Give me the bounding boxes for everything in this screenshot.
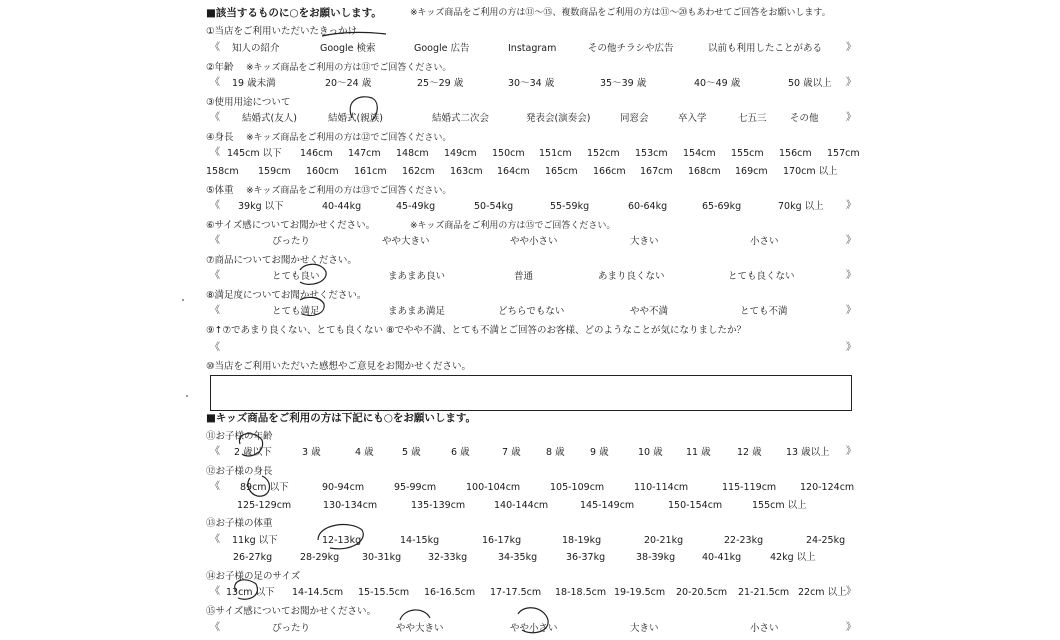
- q2-label: ②年齢: [206, 62, 234, 73]
- q7-row-option[interactable]: あまり良くない: [598, 271, 665, 282]
- q8-row-option[interactable]: やや不満: [630, 306, 669, 317]
- q11-row-option[interactable]: 4 歳: [355, 447, 374, 458]
- q7-row-option[interactable]: とても良くない: [728, 271, 795, 282]
- q3-row-option[interactable]: 同窓会: [620, 113, 649, 124]
- q13-row1-option[interactable]: 16-17kg: [482, 535, 522, 546]
- q6-row-open-bracket: 《: [210, 235, 220, 246]
- q7-label: ⑦商品についてお聞かせください。: [206, 255, 357, 266]
- q12-row1-option[interactable]: 100-104cm: [466, 482, 521, 493]
- q12-row2-option[interactable]: 135-139cm: [411, 500, 466, 511]
- scan-speck: [182, 299, 184, 301]
- q11-row-option[interactable]: 5 歳: [402, 447, 421, 458]
- q13-row2-option[interactable]: 36-37kg: [566, 552, 606, 563]
- q6-note: ※キッズ商品をご利用の方は⑮でご回答ください。: [410, 221, 616, 231]
- q6-label: ⑥サイズ感についてお聞かせください。: [206, 220, 376, 231]
- scan-speck: [186, 395, 188, 397]
- q13-row1-option[interactable]: 18-19kg: [562, 535, 602, 546]
- q1-row-option[interactable]: 知人の紹介: [232, 43, 280, 54]
- q2-row-option[interactable]: 25〜29 歳: [417, 78, 464, 89]
- q2-note: ※キッズ商品をご利用の方は⑪でご回答ください。: [246, 63, 452, 73]
- q12-row1-option[interactable]: 105-109cm: [550, 482, 605, 493]
- q15-row-option[interactable]: やや小さい: [510, 623, 558, 634]
- q12-row2-option[interactable]: 125-129cm: [237, 500, 292, 511]
- q12-row2-option[interactable]: 155cm 以上: [752, 500, 807, 511]
- q5-row-option[interactable]: 70kg 以上: [778, 201, 824, 212]
- q12-row1-option[interactable]: 120-124cm: [800, 482, 855, 493]
- q5-row-option[interactable]: 40-44kg: [322, 201, 362, 212]
- q4-row1-option[interactable]: 156cm: [779, 148, 812, 159]
- q1-row-option[interactable]: その他チラシや広告: [588, 43, 674, 54]
- q5-label: ⑤体重: [206, 185, 234, 196]
- q4-row2-option[interactable]: 169cm: [735, 166, 768, 177]
- q14-row-option[interactable]: 16-16.5cm: [424, 587, 476, 598]
- q5-row-option[interactable]: 45-49kg: [396, 201, 436, 212]
- q13-row1-option[interactable]: 11kg 以下: [232, 535, 278, 546]
- q14-row-close-bracket: 》: [846, 586, 856, 597]
- q4-row1-option[interactable]: 157cm: [827, 148, 860, 159]
- q15-label: ⑮サイズ感についてお聞かせください。: [206, 606, 377, 617]
- q8-label: ⑧満足度についてお聞かせください。: [206, 290, 367, 301]
- q14-row-option[interactable]: 22cm 以上: [798, 587, 847, 598]
- q13-row1-option[interactable]: 22-23kg: [724, 535, 764, 546]
- q7-row-option[interactable]: まあまあ良い: [388, 271, 446, 282]
- q14-row-option[interactable]: 17-17.5cm: [490, 587, 542, 598]
- q3-row-option[interactable]: 卒入学: [678, 113, 707, 124]
- q15-row-option[interactable]: ぴったり: [272, 623, 311, 634]
- q4-row1-option[interactable]: 154cm: [683, 148, 716, 159]
- q4-row2-option[interactable]: 158cm: [206, 166, 239, 177]
- q4-row1-open-bracket: 《: [210, 147, 220, 158]
- q13-row2-option[interactable]: 38-39kg: [636, 552, 676, 563]
- section2-title: ■キッズ商品をご利用の方は下記にも○をお願いします。: [206, 412, 477, 424]
- q4-row2-option[interactable]: 168cm: [688, 166, 721, 177]
- q6-row-option[interactable]: 大きい: [630, 236, 659, 247]
- q11-row-close-bracket: 》: [846, 446, 856, 457]
- q2-row-option[interactable]: 20〜24 歳: [325, 78, 372, 89]
- q15-row-option[interactable]: 小さい: [750, 623, 779, 634]
- q10-label: ⑩当店をご利用いただいた感想やご意見をお聞かせください。: [206, 361, 472, 372]
- q14-row-option[interactable]: 13cm 以下: [226, 587, 275, 598]
- q3-row-option[interactable]: 結婚式(友人): [242, 113, 297, 124]
- q2-row-close-bracket: 》: [846, 77, 856, 88]
- q12-row1-option[interactable]: 89cm 以下: [240, 482, 289, 493]
- q7-row-option[interactable]: 普通: [514, 271, 534, 282]
- q14-label: ⑭お子様の足のサイズ: [206, 571, 301, 582]
- q14-row-option[interactable]: 21-21.5cm: [738, 587, 790, 598]
- q11-row-option[interactable]: 13 歳以上: [786, 447, 830, 458]
- q1-row-close-bracket: 》: [846, 42, 856, 53]
- q11-row-option[interactable]: 10 歳: [638, 447, 663, 458]
- q15-row-close-bracket: 》: [846, 622, 856, 633]
- q3-row-open-bracket: 《: [210, 112, 220, 123]
- q4-row1-option[interactable]: 146cm: [300, 148, 333, 159]
- q11-row-open-bracket: 《: [210, 446, 220, 457]
- q13-row1-option[interactable]: 14-15kg: [400, 535, 440, 546]
- q3-row-close-bracket: 》: [846, 112, 856, 123]
- q12-row1-open-bracket: 《: [210, 481, 220, 492]
- q5-note: ※キッズ商品をご利用の方は⑬でご回答ください。: [246, 186, 452, 196]
- q4-row1-option[interactable]: 155cm: [731, 148, 764, 159]
- q13-row2-option[interactable]: 32-33kg: [428, 552, 468, 563]
- q8-row-option[interactable]: とても満足: [272, 306, 320, 317]
- q15-row-option[interactable]: 大きい: [630, 623, 659, 634]
- q13-row2-option[interactable]: 28-29kg: [300, 552, 340, 563]
- q5-row-close-bracket: 》: [846, 200, 856, 211]
- q8-row-option[interactable]: どちらでもない: [498, 306, 565, 317]
- q13-row2-option[interactable]: 40-41kg: [702, 552, 742, 563]
- q2-row-option[interactable]: 30〜34 歳: [508, 78, 555, 89]
- q6-row-option[interactable]: やや小さい: [510, 236, 558, 247]
- q1-row-option[interactable]: Google 広告: [414, 43, 470, 54]
- q4-row2-option[interactable]: 170cm 以上: [783, 166, 838, 177]
- q12-row2-option[interactable]: 130-134cm: [323, 500, 378, 511]
- q4-row2-option[interactable]: 166cm: [593, 166, 626, 177]
- q12-row1-option[interactable]: 90-94cm: [322, 482, 365, 493]
- q5-row-open-bracket: 《: [210, 200, 220, 211]
- q4-row2-option[interactable]: 165cm: [545, 166, 578, 177]
- q1-label: ①当店をご利用いただいたきっかけ: [206, 26, 358, 37]
- q4-row2-option[interactable]: 164cm: [497, 166, 530, 177]
- q12-row1-option[interactable]: 115-119cm: [722, 482, 777, 493]
- q1-row-option[interactable]: Google 検索: [320, 43, 376, 54]
- q3-row-option[interactable]: 結婚式(親族): [328, 113, 383, 124]
- q11-row-option[interactable]: 7 歳: [502, 447, 521, 458]
- q8-row-option[interactable]: とても不満: [740, 306, 788, 317]
- q7-row-close-bracket: 》: [846, 270, 856, 281]
- q13-row2-option[interactable]: 26-27kg: [233, 552, 273, 563]
- section1-title: ■該当するものに○をお願いします。: [206, 7, 382, 19]
- q14-row-option[interactable]: 19-19.5cm: [614, 587, 666, 598]
- q8-row-close-bracket: 》: [846, 305, 856, 316]
- q11-row-option[interactable]: 2 歳以下: [234, 447, 272, 458]
- q4-row1-option[interactable]: 151cm: [539, 148, 572, 159]
- q15-pen-circle-1: [400, 610, 430, 620]
- q13-row1-option[interactable]: 12-13kg: [322, 535, 362, 546]
- q4-row2-option[interactable]: 167cm: [640, 166, 673, 177]
- q9-close-bracket: 》: [846, 342, 856, 353]
- q5-row-option[interactable]: 50-54kg: [474, 201, 514, 212]
- q2-row-option[interactable]: 50 歳以上: [788, 78, 832, 89]
- q9-label: ⑨↑⑦であまり良くない、とても良くない ⑧でやや不満、とても不満とご回答のお客様、どのようなことが気になりましたか？: [206, 325, 747, 336]
- q4-row1-option[interactable]: 145cm 以下: [227, 148, 282, 159]
- q13-row2-option[interactable]: 42kg 以上: [770, 552, 816, 563]
- q4-row2-option[interactable]: 161cm: [354, 166, 387, 177]
- q3-label: ③使用用途について: [206, 97, 291, 108]
- q12-label: ⑫お子様の身長: [206, 466, 273, 477]
- q4-row2-option[interactable]: 159cm: [258, 166, 291, 177]
- q11-row-option[interactable]: 8 歳: [546, 447, 565, 458]
- q11-row-option[interactable]: 3 歳: [302, 447, 321, 458]
- q4-row2-option[interactable]: 162cm: [402, 166, 435, 177]
- q1-row-option[interactable]: 以前も利用したことがある: [708, 43, 823, 54]
- section1-note: ※キッズ商品をご利用の方は⑪〜⑮、複数商品をご利用の方は⑪〜⑳もあわせてご回答をお願いします。: [410, 8, 831, 18]
- q2-row-open-bracket: 《: [210, 77, 220, 88]
- q2-row-option[interactable]: 19 歳未満: [232, 78, 276, 89]
- q5-row-option[interactable]: 60-64kg: [628, 201, 668, 212]
- q13-row1-option[interactable]: 20-21kg: [644, 535, 684, 546]
- q14-row-open-bracket: 《: [210, 586, 220, 597]
- q3-row-option[interactable]: 発表会(演奏会): [526, 113, 591, 124]
- q12-row1-option[interactable]: 110-114cm: [634, 482, 689, 493]
- q1-row-option[interactable]: Instagram: [508, 43, 557, 54]
- q12-row2-option[interactable]: 140-144cm: [494, 500, 549, 511]
- q12-row1-option[interactable]: 95-99cm: [394, 482, 437, 493]
- q13-row2-option[interactable]: 30-31kg: [362, 552, 402, 563]
- q11-row-option[interactable]: 9 歳: [590, 447, 609, 458]
- q3-row-option[interactable]: 七五三: [738, 113, 767, 124]
- q4-row1-option[interactable]: 148cm: [396, 148, 429, 159]
- q4-row1-option[interactable]: 153cm: [635, 148, 668, 159]
- q11-row-option[interactable]: 12 歳: [737, 447, 762, 458]
- q4-row1-option[interactable]: 150cm: [492, 148, 525, 159]
- q7-row-open-bracket: 《: [210, 270, 220, 281]
- q6-row-option[interactable]: ぴったり: [272, 236, 311, 247]
- q11-row-option[interactable]: 6 歳: [451, 447, 470, 458]
- q1-row-open-bracket: 《: [210, 42, 220, 53]
- q8-row-open-bracket: 《: [210, 305, 220, 316]
- q12-row2-option[interactable]: 150-154cm: [668, 500, 723, 511]
- q5-row-option[interactable]: 39kg 以下: [238, 201, 284, 212]
- q11-label: ⑪お子様の年齢: [206, 431, 273, 442]
- q13-label: ⑬お子様の体重: [206, 518, 273, 529]
- q7-row-option[interactable]: とても良い: [272, 271, 320, 282]
- q10-comment-box[interactable]: [210, 375, 852, 411]
- q4-row2-option[interactable]: 160cm: [306, 166, 339, 177]
- q4-row2-option[interactable]: 163cm: [450, 166, 483, 177]
- q4-row1-option[interactable]: 147cm: [348, 148, 381, 159]
- q9-open-bracket: 《: [210, 342, 220, 353]
- q14-row-option[interactable]: 15-15.5cm: [358, 587, 410, 598]
- q4-label: ④身長: [206, 132, 234, 143]
- q12-row2-option[interactable]: 145-149cm: [580, 500, 635, 511]
- q6-row-option[interactable]: 小さい: [750, 236, 779, 247]
- q5-row-option[interactable]: 55-59kg: [550, 201, 590, 212]
- q6-row-option[interactable]: やや大きい: [382, 236, 430, 247]
- q14-row-option[interactable]: 18-18.5cm: [555, 587, 607, 598]
- q14-row-option[interactable]: 14-14.5cm: [292, 587, 344, 598]
- q4-row1-option[interactable]: 149cm: [444, 148, 477, 159]
- q4-row1-option[interactable]: 152cm: [587, 148, 620, 159]
- q13-row2-option[interactable]: 34-35kg: [498, 552, 538, 563]
- q15-row-open-bracket: 《: [210, 622, 220, 633]
- q2-row-option[interactable]: 40〜49 歳: [694, 78, 741, 89]
- q11-row-option[interactable]: 11 歳: [686, 447, 711, 458]
- q13-row1-option[interactable]: 24-25kg: [806, 535, 846, 546]
- q3-row-option[interactable]: 結婚式二次会: [432, 113, 490, 124]
- q15-row-option[interactable]: やや大きい: [396, 623, 444, 634]
- q8-row-option[interactable]: まあまあ満足: [388, 306, 446, 317]
- q13-row1-open-bracket: 《: [210, 534, 220, 545]
- q2-row-option[interactable]: 35〜39 歳: [600, 78, 647, 89]
- q14-row-option[interactable]: 20-20.5cm: [676, 587, 728, 598]
- q4-note: ※キッズ商品をご利用の方は⑫でご回答ください。: [246, 133, 452, 143]
- q6-row-close-bracket: 》: [846, 235, 856, 246]
- q5-row-option[interactable]: 65-69kg: [702, 201, 742, 212]
- q3-row-option[interactable]: その他: [790, 113, 819, 124]
